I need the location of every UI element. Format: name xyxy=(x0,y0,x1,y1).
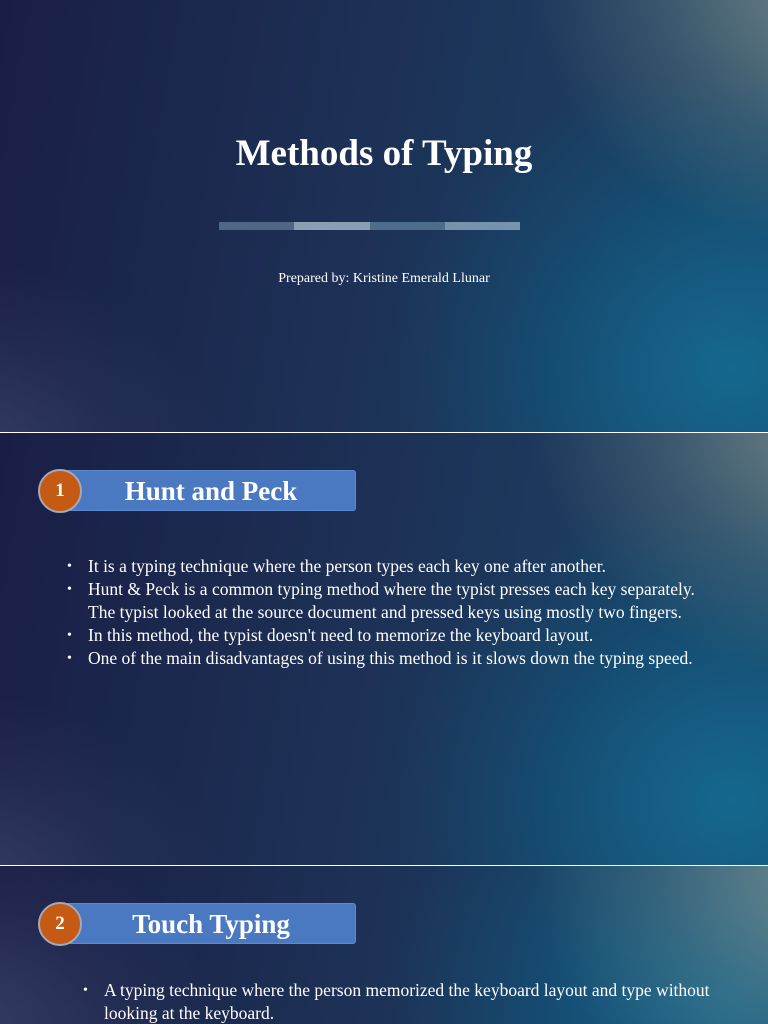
section-heading-bar xyxy=(58,470,356,511)
slide-title: Methods of Typing xyxy=(235,133,533,174)
bullet-icon: • xyxy=(67,628,72,643)
section-heading: Hunt and Peck xyxy=(124,476,298,506)
bullet-icon: • xyxy=(83,983,88,998)
list-item xyxy=(67,578,718,624)
section-number-badge: 1 xyxy=(38,469,82,513)
hunt-and-peck-slide xyxy=(0,433,768,865)
divider-segment xyxy=(370,222,445,230)
list-item xyxy=(67,624,718,647)
section-heading: Touch Typing xyxy=(132,909,290,939)
bullet-list xyxy=(83,979,724,1024)
bullet-text: It is a typing technique where the person types each key one after another. xyxy=(88,556,607,576)
bullet-text: Hunt & Peck is a common typing method where the typist presses each key separately. The typist looked at the source document and pressed keys using mostly two fingers. xyxy=(88,579,695,622)
list-item xyxy=(83,979,724,1024)
bullet-text: In this method, the typist doesn't need to memorize the keyboard layout. xyxy=(88,625,594,645)
bullet-icon: • xyxy=(67,651,72,666)
decorative-divider-bar xyxy=(219,222,520,230)
bullet-icon: • xyxy=(67,582,72,597)
slide-subtitle: Prepared by: Kristine Emerald Llunar xyxy=(278,271,490,286)
list-item xyxy=(67,555,718,578)
bullet-list xyxy=(67,555,718,670)
title-slide xyxy=(0,0,768,432)
section-heading-bar xyxy=(58,903,356,944)
divider-segment xyxy=(294,222,369,230)
touch-typing-slide xyxy=(0,866,768,1024)
divider-segment xyxy=(445,222,520,230)
list-item xyxy=(67,647,718,670)
bullet-text: A typing technique where the person memorized the keyboard layout and type without looking at the keyboard. xyxy=(104,980,710,1023)
bullet-text: One of the main disadvantages of using this method is it slows down the typing speed. xyxy=(88,648,693,668)
section-number-badge: 2 xyxy=(38,902,82,946)
bullet-icon: • xyxy=(67,559,72,574)
divider-segment xyxy=(219,222,294,230)
